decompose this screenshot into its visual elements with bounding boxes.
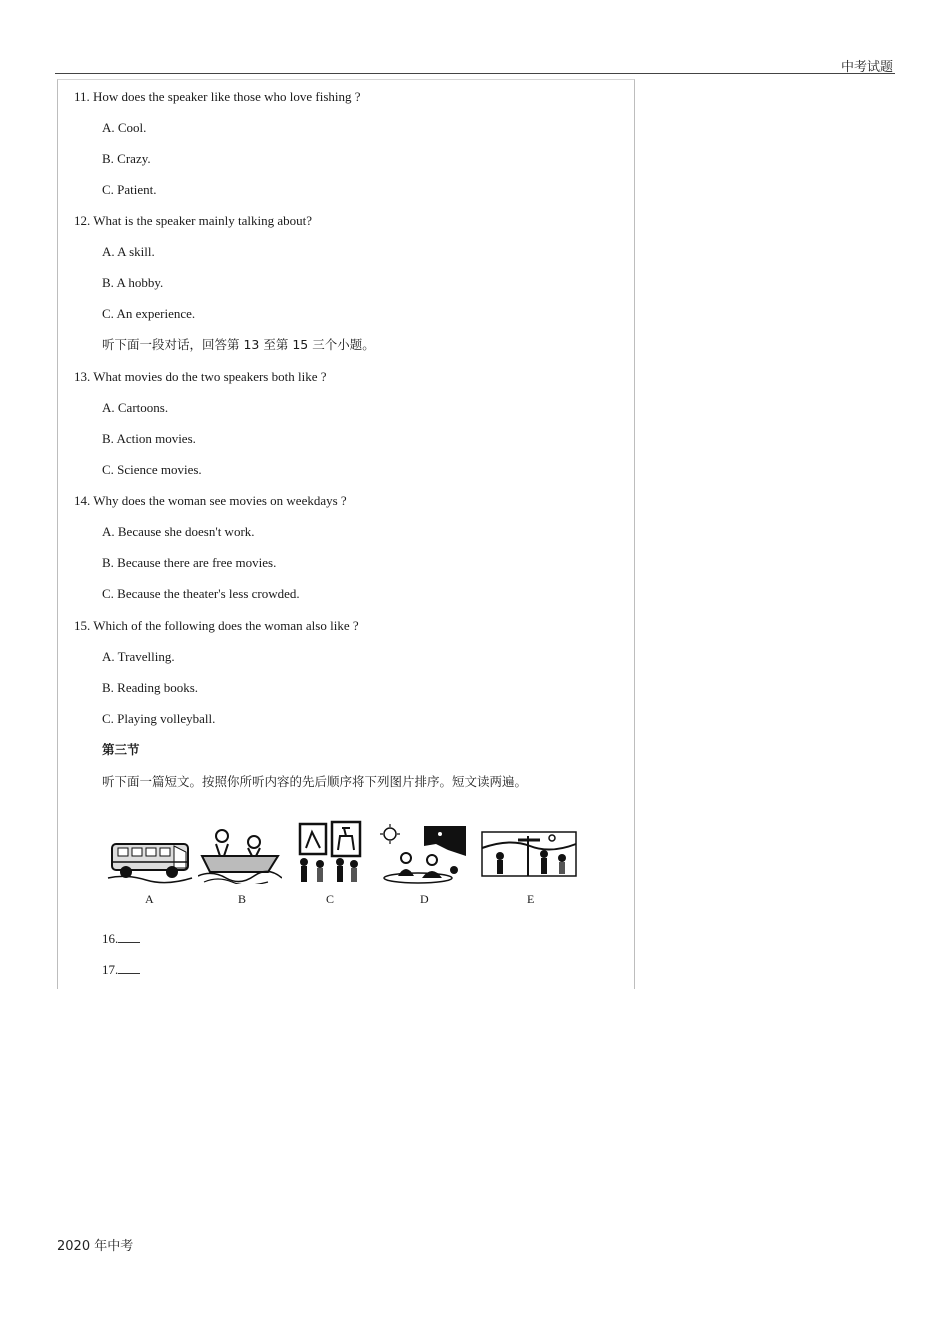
- q11-option-b: B. Crazy.: [102, 151, 151, 166]
- q13-option-a: A. Cartoons.: [102, 400, 169, 415]
- picture-e-volleyball: [480, 828, 578, 884]
- picture-label-b: B: [238, 892, 247, 906]
- q14-option-a: A. Because she doesn't work.: [102, 524, 255, 539]
- question-13: 13. What movies do the two speakers both like ?: [74, 369, 327, 384]
- q15-option-c: C. Playing volleyball.: [102, 711, 216, 726]
- question-15: 15. Which of the following does the woman also like ?: [74, 618, 359, 633]
- picture-a-bus: [106, 834, 194, 884]
- q11-option-c: C. Patient.: [102, 182, 157, 197]
- question-11: 11. How does the speaker like those who love fishing ?: [74, 89, 361, 104]
- section-3-title: 第三节: [102, 742, 140, 757]
- picture-c-museum: [294, 820, 366, 886]
- answer-16-blank[interactable]: [118, 930, 140, 943]
- header-label: 中考试题: [840, 60, 893, 75]
- q14-option-b: B. Because there are free movies.: [102, 555, 277, 570]
- picture-label-d: D: [420, 892, 429, 906]
- picture-label-e: E: [527, 892, 535, 906]
- picture-label-a: A: [145, 892, 154, 906]
- q15-option-b: B. Reading books.: [102, 680, 199, 695]
- q11-option-a: A. Cool.: [102, 120, 147, 135]
- question-14: 14. Why does the woman see movies on weekdays ?: [74, 493, 347, 508]
- picture-label-c: C: [326, 892, 335, 906]
- instruction-13-15: 听下面一段对话，回答第 13 至第 15 三个小题。: [102, 337, 375, 352]
- answer-17-label: 17.: [102, 962, 119, 977]
- q13-option-c: C. Science movies.: [102, 462, 202, 477]
- answer-line-16[interactable]: [102, 930, 140, 947]
- q12-option-c: C. An experience.: [102, 306, 196, 321]
- picture-d-picnic: [378, 824, 468, 886]
- picture-strip: [102, 820, 582, 910]
- picture-b-boat: [198, 826, 282, 884]
- question-12: 12. What is the speaker mainly talking about?: [74, 213, 313, 228]
- header-rule: [55, 73, 895, 74]
- exam-panel: [57, 79, 635, 989]
- q12-option-a: A. A skill.: [102, 244, 155, 259]
- q15-option-a: A. Travelling.: [102, 649, 175, 664]
- answer-line-17[interactable]: [102, 961, 140, 978]
- q14-option-c: C. Because the theater's less crowded.: [102, 586, 300, 601]
- section-3-instruction: 听下面一篇短文。按照你所听内容的先后顺序将下列图片排序。短文读两遍。: [102, 774, 528, 789]
- q13-option-b: B. Action movies.: [102, 431, 196, 446]
- q12-option-b: B. A hobby.: [102, 275, 164, 290]
- answer-16-label: 16.: [102, 931, 119, 946]
- footer-label: 2020 年中考: [57, 1239, 134, 1254]
- answer-17-blank[interactable]: [118, 961, 140, 974]
